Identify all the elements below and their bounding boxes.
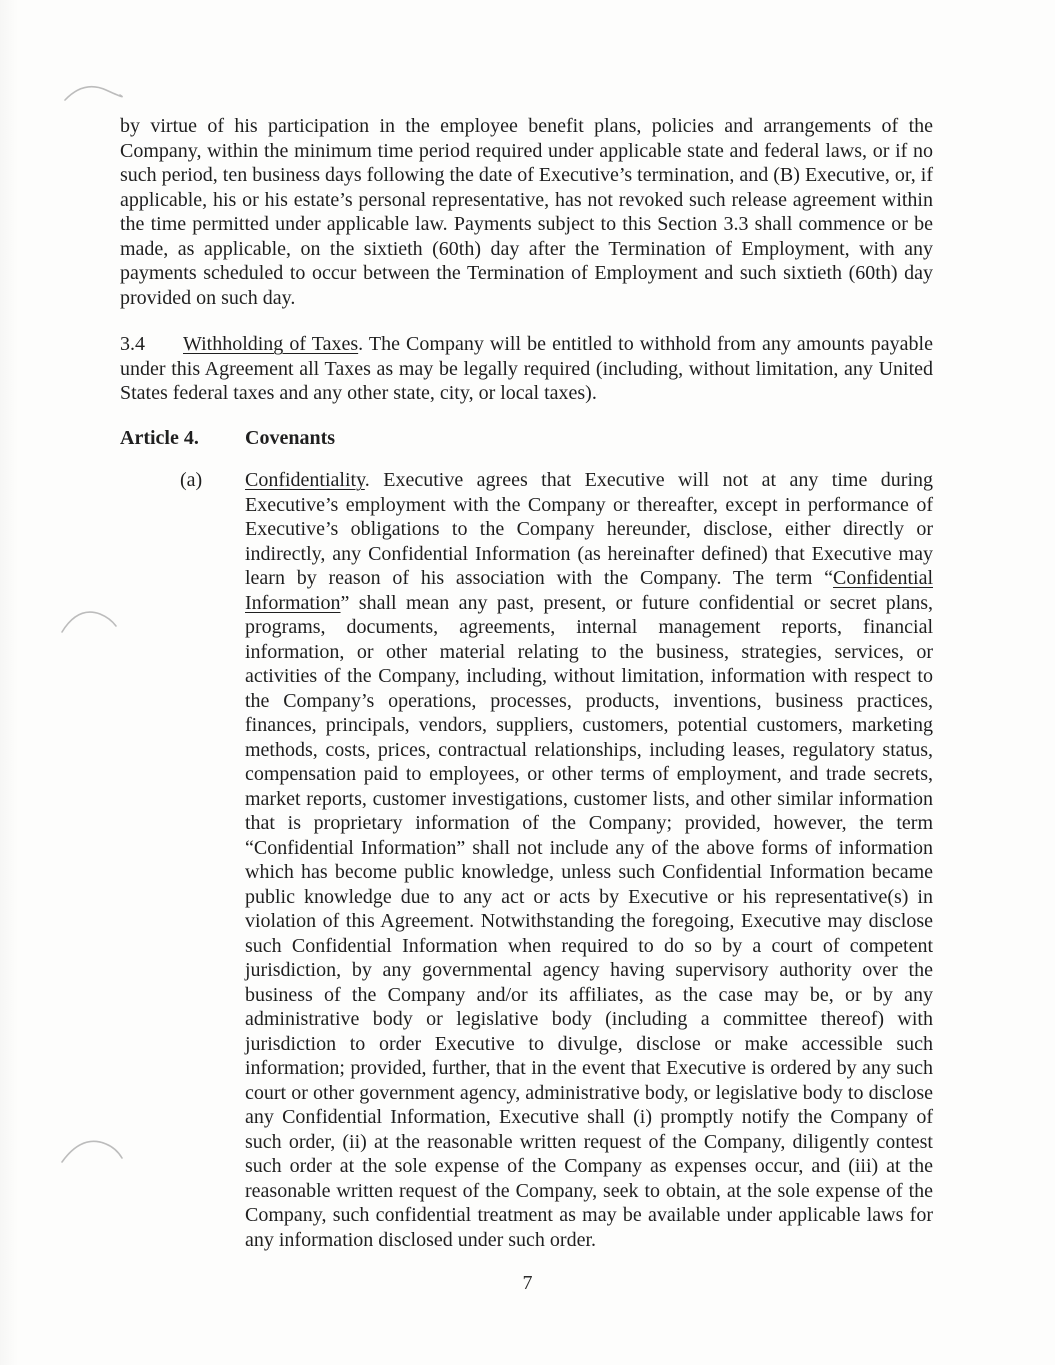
paragraph-continuation-text: by virtue of his participation in the employee benefit plans, policies and arrangements of the Company, within the minimum time period required under applicable state and federal laws, or if no such period, ten business days following the date of Executive’s termination, and (B) Executive, or, if applicable, his or his estate’s personal representative, has not revoked such release agreement within the time permitted under applicable law. Payments subject to this Section 3.3 shall commence or be made, as applicable, on the sixtieth (60th) day after the Termination of Employment, with any payments scheduled to occur between the Termination of Employment and such sixtieth (60th) day provided on such day.	[120, 115, 933, 309]
article-4-heading	[120, 426, 933, 451]
clause-a	[180, 468, 933, 1252]
margin-pen-mark-icon	[58, 602, 124, 640]
clause-a-marker: (a)	[180, 469, 203, 491]
defined-term-confidential-information: Confidential Information	[245, 567, 933, 614]
page-number: 7	[522, 1272, 533, 1294]
paragraph-continuation	[120, 114, 933, 310]
section-heading: Withholding of Taxes	[183, 333, 359, 355]
section-body-text: . The Company will be entitled to withhold from any amounts payable under this Agreement all Taxes as may be legally required (including, without limitation, any United States federal taxes and any other state, city, or local taxes).	[120, 333, 933, 404]
margin-pen-mark-icon	[62, 78, 124, 106]
margin-pen-mark-icon	[58, 1130, 128, 1170]
section-number: 3.4	[120, 333, 145, 355]
section-3-4	[120, 332, 933, 406]
clause-a-body-1: . Executive agrees that Executive will not at any time during Executive’s employment with the Company or thereafter, except in performance of Executive’s obligations to the Company hereunder, disclose, either directly or indirectly, any Confidential Information (as hereinafter defined) that Executive may learn by reason of his association with the Company. The term “	[245, 469, 933, 589]
clause-a-body-2: ” shall mean any past, present, or future confidential or secret plans, programs, documents, agreements, internal management reports, financial information, or other material relating to the business, strategies, services, or activities of the Company, including, without limitation, information with respect to the Company’s operations, processes, products, inventions, business practices, finances, principals, vendors, suppliers, customers, potential customers, marketing methods, costs, prices, contractual relationships, including leases, regulatory status, compensation paid to employees, or other terms of employment, and trade secrets, market reports, customer investigations, customer lists, and other similar information that is proprietary information of the Company; provided, however, the term “Confidential Information” shall not include any of the above forms of information which has become public knowledge, unless such Confidential Information became public knowledge due to any act or acts by Executive or his representative(s) in violation of this Agreement. Notwithstanding the foregoing, Executive may disclose such Confidential Information when required to do so by a court of competent jurisdiction, by any governmental agency having supervisory authority over the business of the Company and/or its affiliates, as the case may be, or by any administrative body or legislative body (including a committee thereof) with jurisdiction to order Executive to divulge, disclose or make accessible such information; provided, further, that in the event that Executive is ordered by any such court or other government agency, administrative body, or legislative body to disclose any Confidential Information, Executive shall (i) promptly notify the Company of such order, (ii) at the reasonable written request of the Company, diligently contest such order at the sole expense of the Company as expenses occur, and (iii) at the reasonable written request of the Company, seek to obtain, at the sole expense of the Company, such confidential treatment as may be available under applicable laws for any information disclosed under such order.	[245, 591, 933, 1251]
article-label: Article 4.	[120, 426, 199, 449]
document-body	[120, 114, 933, 1252]
article-title: Covenants	[245, 426, 336, 449]
clause-a-heading: Confidentiality	[245, 469, 365, 491]
